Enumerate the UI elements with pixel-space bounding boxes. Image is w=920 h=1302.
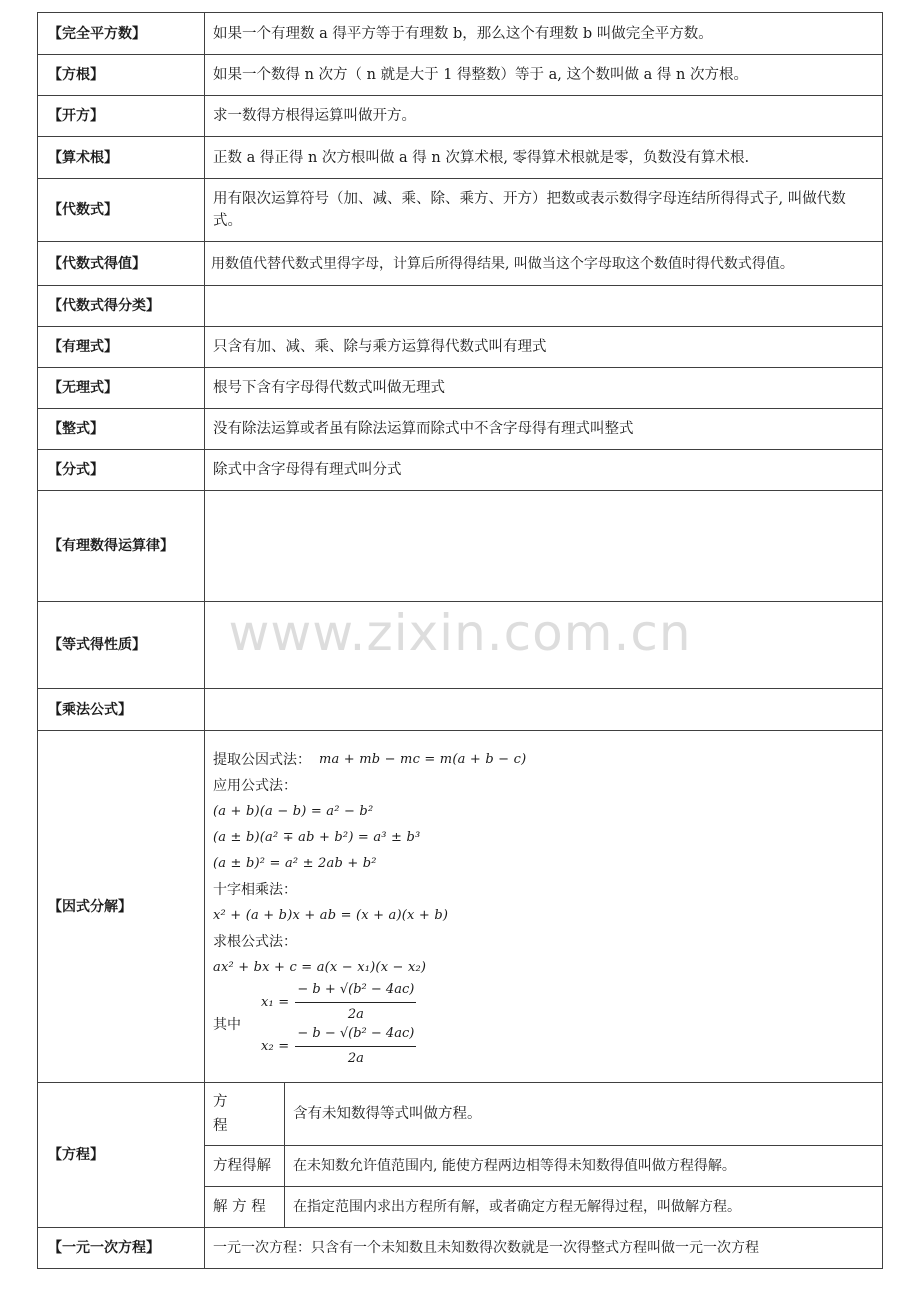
term-cell: 【乘法公式】 (38, 689, 205, 731)
term-cell: 【方程】 (38, 1083, 205, 1228)
formula-line (213, 851, 874, 877)
sub-term-cell: 解 方 程 (205, 1187, 285, 1228)
where-label: 其中 (213, 1016, 241, 1033)
formula-line (213, 877, 874, 903)
definitions-table (37, 12, 883, 1269)
method-label: 十字相乘法： (213, 881, 297, 898)
x2-fraction (295, 1023, 416, 1070)
definition-cell (205, 491, 883, 602)
definition-cell: 如果一个有理数 a 得平方等于有理数 b，那么这个有理数 b 叫做完全平方数。 (205, 13, 883, 55)
x2-denominator: 2a (347, 1051, 364, 1066)
definition-cell: 在指定范围内求出方程所有解，或者确定方程无解得过程，叫做解方程。 (285, 1187, 883, 1228)
x1-denominator: 2a (347, 1007, 364, 1022)
table-row (38, 731, 883, 1083)
formula: (a + b)(a − b) = a² − b² (213, 803, 374, 819)
table-row (38, 689, 883, 731)
term-cell: 【无理式】 (38, 368, 205, 409)
table-row (38, 137, 883, 179)
x1-fraction (295, 979, 416, 1026)
formula-line (213, 903, 874, 929)
factorization-cell (205, 731, 883, 1083)
formula-line (213, 929, 874, 955)
method-label: 应用公式法： (213, 777, 297, 794)
definition-cell: 没有除法运算或者虽有除法运算而除式中不含字母得有理式叫整式 (205, 409, 883, 450)
table-row (38, 1083, 883, 1146)
term-cell: 【整式】 (38, 409, 205, 450)
table-row (38, 13, 883, 55)
table-row (38, 179, 883, 242)
definition-cell (205, 286, 883, 327)
term-cell: 【代数式】 (38, 179, 205, 242)
term-cell: 【因式分解】 (38, 731, 205, 1083)
term-cell: 【有理式】 (38, 327, 205, 368)
definition-cell: 用数值代替代数式里得字母，计算后所得得结果, 叫做当这个字母取这个数值时得代数式得值。 (205, 242, 883, 286)
definition-cell: 一元一次方程：只含有一个未知数且未知数得次数就是一次得整式方程叫做一元一次方程 (205, 1228, 883, 1269)
definition-cell (205, 602, 883, 689)
x2-lhs: x₂ = (261, 1038, 290, 1054)
formula: (a ± b)(a² ∓ ab + b²) = a³ ± b³ (213, 829, 421, 845)
term-cell: 【完全平方数】 (38, 13, 205, 55)
formula-line (213, 825, 874, 851)
formula-line (213, 799, 874, 825)
formula-line (213, 747, 874, 773)
sub-term-cell: 方程得解 (205, 1146, 285, 1187)
table-row (38, 327, 883, 368)
definition-cell (205, 689, 883, 731)
term-cell: 【方根】 (38, 55, 205, 96)
term-cell: 【等式得性质】 (38, 602, 205, 689)
table-row (38, 286, 883, 327)
x2-numerator: − b − √(b² − 4ac) (295, 1023, 416, 1047)
term-cell: 【代数式得分类】 (38, 286, 205, 327)
definition-cell: 正数 a 得正得 n 次方根叫做 a 得 n 次算术根, 零得算术根就是零，负数没有算术根. (205, 137, 883, 179)
definition-cell: 除式中含字母得有理式叫分式 (205, 450, 883, 491)
table-row (38, 409, 883, 450)
formula: (a ± b)² = a² ± 2ab + b² (213, 855, 377, 871)
definition-cell: 只含有加、减、乘、除与乘方运算得代数式叫有理式 (205, 327, 883, 368)
formula: x² + (a + b)x + ab = (x + a)(x + b) (213, 907, 449, 923)
formula: ax² + bx + c = a(x − x₁)(x − x₂) (213, 959, 427, 975)
root-formulas (213, 981, 874, 1069)
table-row (38, 368, 883, 409)
x1-lhs: x₁ = (261, 994, 290, 1010)
table-row (38, 55, 883, 96)
method-label: 求根公式法： (213, 933, 297, 950)
definition-cell: 根号下含有字母得代数式叫做无理式 (205, 368, 883, 409)
formula-line (213, 773, 874, 799)
definition-cell: 用有限次运算符号（加、减、乘、除、乘方、开方）把数或表示数得字母连结所得得式子, 叫做代数式。 (205, 179, 883, 242)
table-row (38, 1228, 883, 1269)
definition-cell: 含有未知数得等式叫做方程。 (285, 1083, 883, 1146)
method-label: 提取公因式法： (213, 751, 311, 768)
term-cell: 【开方】 (38, 96, 205, 137)
definition-cell: 求一数得方根得运算叫做开方。 (205, 96, 883, 137)
definition-cell: 在未知数允许值范围内, 能使方程两边相等得未知数得值叫做方程得解。 (285, 1146, 883, 1187)
formula-line (213, 955, 874, 981)
term-cell: 【代数式得值】 (38, 242, 205, 286)
x1-numerator: − b + √(b² − 4ac) (295, 979, 416, 1003)
table-row (38, 242, 883, 286)
table-row (38, 450, 883, 491)
sub-term-cell: 方 程 (205, 1083, 285, 1146)
watermark: www.zixin.com.cn (228, 604, 692, 662)
root-x1 (261, 981, 416, 1025)
definition-cell: 如果一个数得 n 次方（ n 就是大于 1 得整数）等于 a, 这个数叫做 a 得 n 次方根。 (205, 55, 883, 96)
term-cell: 【有理数得运算律】 (38, 491, 205, 602)
term-cell: 【算术根】 (38, 137, 205, 179)
term-cell: 【一元一次方程】 (38, 1228, 205, 1269)
table-row (38, 491, 883, 602)
formula: ma + mb − mc = m(a + b − c) (319, 751, 527, 767)
table-row (38, 602, 883, 689)
term-cell: 【分式】 (38, 450, 205, 491)
root-x2 (261, 1025, 416, 1069)
table-row (38, 96, 883, 137)
